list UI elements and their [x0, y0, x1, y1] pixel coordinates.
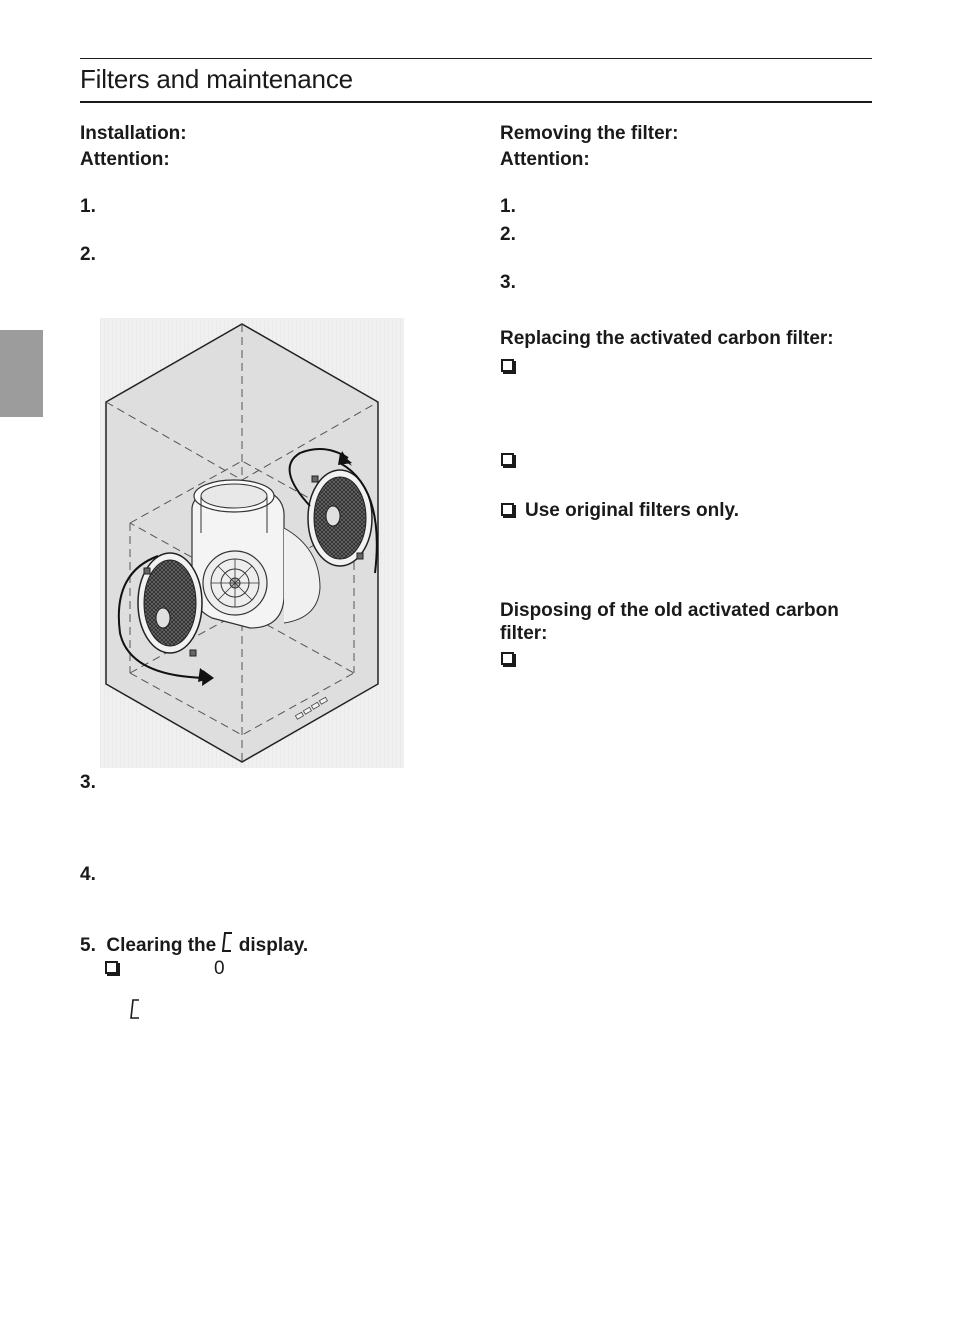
right-step-3-number: 3. — [500, 272, 516, 293]
section-side-tab — [0, 330, 43, 417]
header-top-rule — [80, 58, 872, 59]
right-step-2-number: 2. — [500, 224, 516, 245]
left-attention-heading: Attention: — [80, 149, 170, 170]
checkbox-bullet-icon — [501, 359, 514, 372]
left-step-1-number: 1. — [80, 196, 96, 217]
right-step-1-number: 1. — [500, 196, 516, 217]
checkbox-bullet-icon — [501, 503, 514, 516]
seven-segment-c-icon — [129, 998, 141, 1025]
filter-installation-illustration — [100, 318, 404, 768]
original-filters-note: Use original filters only. — [525, 500, 739, 521]
step-5-suffix: display. — [238, 935, 309, 956]
right-attention-heading: Attention: — [500, 149, 590, 170]
checkbox-bullet-icon — [105, 961, 118, 974]
step-5-clearing-display — [80, 931, 308, 959]
disposing-filter-heading: Disposing of the old activated carbon filter: — [500, 600, 839, 644]
checkbox-bullet-icon — [501, 453, 514, 466]
replacing-filter-heading: Replacing the activated carbon filter: — [500, 328, 834, 349]
header-bottom-rule — [80, 101, 872, 103]
page-title: Filters and maintenance — [80, 64, 353, 94]
step-5-number: 5. — [80, 935, 96, 956]
seven-segment-c-icon — [222, 931, 234, 959]
step-5-prefix: Clearing the — [106, 935, 217, 956]
left-step-3-number: 3. — [80, 772, 96, 793]
installation-heading: Installation: — [80, 123, 187, 144]
removing-filter-heading: Removing the filter: — [500, 123, 679, 144]
checkbox-bullet-icon — [501, 652, 514, 665]
step-5-bullet-value: 0 — [214, 958, 225, 979]
left-step-4-number: 4. — [80, 864, 96, 885]
left-step-2-number: 2. — [80, 244, 96, 265]
